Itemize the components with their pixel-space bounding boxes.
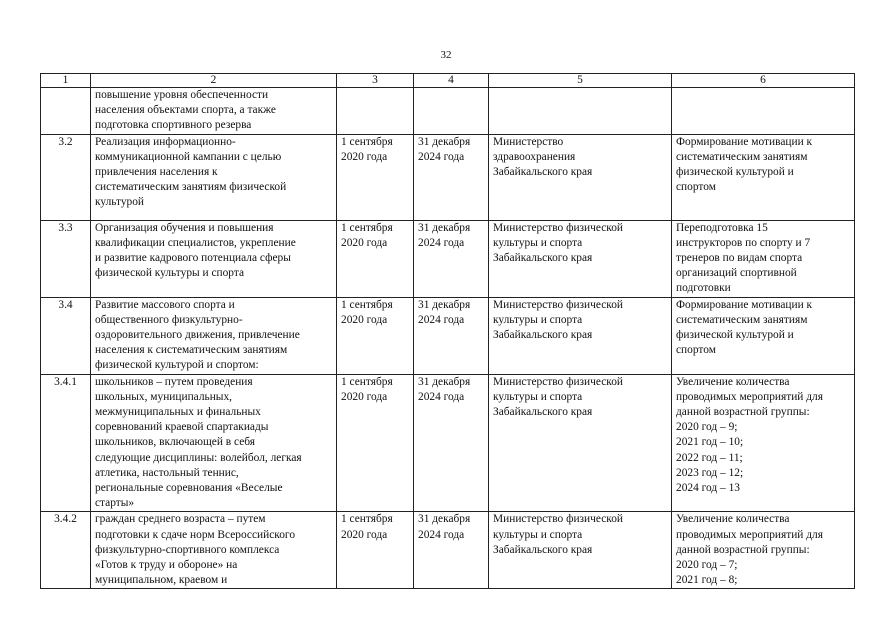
start-date: 1 сентября 2020 года: [337, 134, 414, 220]
column-header: 2: [91, 74, 337, 88]
start-date: 1 сентября 2020 года: [337, 297, 414, 374]
column-header: 6: [672, 74, 855, 88]
column-header: 4: [414, 74, 489, 88]
row-number: 3.4.2: [41, 512, 91, 589]
expected-result: Формирование мотивации к систематическим занятиям физической культурой и спортом: [672, 297, 855, 374]
end-date: [414, 88, 489, 135]
table-row: [41, 134, 855, 220]
table-row: [41, 88, 855, 135]
table-row: [41, 374, 855, 512]
end-date: 31 декабря 2024 года: [414, 220, 489, 297]
table-header-row: [41, 74, 855, 88]
expected-result: [672, 88, 855, 135]
responsible-body: Министерство физической культуры и спорта Забайкальского края: [489, 374, 672, 512]
row-number: 3.4: [41, 297, 91, 374]
table-row: [41, 512, 855, 589]
expected-result: Формирование мотивации к систематическим занятиям физической культурой и спортом: [672, 134, 855, 220]
column-header: 5: [489, 74, 672, 88]
responsible-body: Министерство здравоохранения Забайкальского края: [489, 134, 672, 220]
start-date: 1 сентября 2020 года: [337, 220, 414, 297]
page-number: 32: [440, 49, 452, 61]
start-date: 1 сентября 2020 года: [337, 374, 414, 512]
end-date: 31 декабря 2024 года: [414, 134, 489, 220]
row-number: 3.4.1: [41, 374, 91, 512]
row-number: 3.3: [41, 220, 91, 297]
measure-text: Реализация информационно- коммуникационной кампании с целью привлечения населения к систематическим занятиям физической культурой: [91, 134, 337, 220]
responsible-body: Министерство физической культуры и спорта Забайкальского края: [489, 512, 672, 589]
expected-result: Увеличение количества проводимых мероприятий для данной возрастной группы: 2020 год – 9; 2021 год – 10; 2022 год – 11; 2023 год – 12; 2024 год – 13: [672, 374, 855, 512]
end-date: 31 декабря 2024 года: [414, 512, 489, 589]
table-row: [41, 220, 855, 297]
column-header: 3: [337, 74, 414, 88]
table-row: [41, 297, 855, 374]
measures-table: [40, 73, 855, 589]
expected-result: Увеличение количества проводимых мероприятий для данной возрастной группы: 2020 год – 7; 2021 год – 8;: [672, 512, 855, 589]
end-date: 31 декабря 2024 года: [414, 297, 489, 374]
responsible-body: [489, 88, 672, 135]
row-number: [41, 88, 91, 135]
responsible-body: Министерство физической культуры и спорта Забайкальского края: [489, 297, 672, 374]
measure-text: повышение уровня обеспеченности населения объектами спорта, а также подготовка спортивного резерва: [91, 88, 337, 135]
measure-text: Организация обучения и повышения квалификации специалистов, укрепление и развитие кадрового потенциала сферы физической культуры и спорта: [91, 220, 337, 297]
measure-text: Развитие массового спорта и общественного физкультурно- оздоровительного движения, привлечение населения к систематическим занятиям физической культурой и спортом:: [91, 297, 337, 374]
start-date: 1 сентября 2020 года: [337, 512, 414, 589]
start-date: [337, 88, 414, 135]
expected-result: Переподготовка 15 инструкторов по спорту и 7 тренеров по видам спорта организаций спортивной подготовки: [672, 220, 855, 297]
column-header: 1: [41, 74, 91, 88]
responsible-body: Министерство физической культуры и спорта Забайкальского края: [489, 220, 672, 297]
measure-text: школьников – путем проведения школьных, муниципальных, межмуниципальных и финальных соревнований краевой спартакиады школьников, включающей в себя следующие дисциплины: волейбол, легкая атлетика, настольный теннис, региональные соревнования «Веселые старты»: [91, 374, 337, 512]
row-number: 3.2: [41, 134, 91, 220]
end-date: 31 декабря 2024 года: [414, 374, 489, 512]
measure-text: граждан среднего возраста – путем подготовки к сдаче норм Всероссийского физкультурно-спортивного комплекса «Готов к труду и обороне» на муниципальном, краевом и: [91, 512, 337, 589]
